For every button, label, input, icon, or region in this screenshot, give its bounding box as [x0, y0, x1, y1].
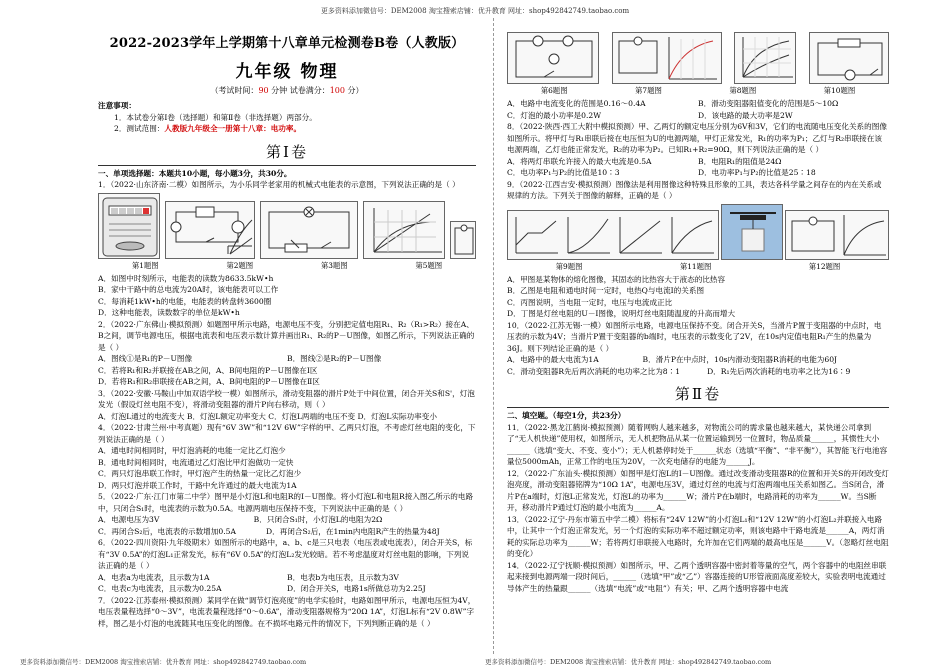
- section-2-heading: 二、填空题。（每空1分，共23分）: [507, 411, 626, 420]
- caption-q9: 第9题图: [555, 261, 583, 271]
- q10-options-ab: A．电路中的最大电流为1A B．滑片P在中点时，10s内滑动变阻器R消耗的电能为60J: [507, 355, 838, 364]
- q1-option-c: C．每消耗1kW•h的电能，电能表的转盘转3600圈: [98, 296, 272, 306]
- q3-options: A．灯泡L通过的电流变大 B．灯泡L额定功率变大 C．灯泡L两端的电压不变 D．灯泡L实际功率变小: [98, 411, 437, 421]
- q6-options-ab: A．电表a为电流表，且示数为1A B．电表b为电压表，且示数为3V: [98, 572, 399, 582]
- question-14: 14．（2022·辽宁抚顺·模拟预测）如图所示，甲、乙两个透明容器中密封着等量的空气，两个容器中的电阻丝串联起来接到电源两端一段时间后，______（选填“甲”或“乙”）容器连接的U形管液面高度差较大，实验表明电流通过导体产生的热量跟______（选填“电流”或“电阻”）有关；甲、乙两个透明容器中电流: [507, 560, 887, 593]
- graph-figure-7: [612, 32, 722, 84]
- q2-option-c: C．若将R₁和R₂并联接在AB之间，A、B间电阻的P－U图像在Ⅰ区: [98, 365, 318, 375]
- q9-option-d: D．丁图是灯丝电阻的U－I图像，说明灯丝电阻随温度的升高而增大: [507, 309, 736, 318]
- circuit-figure-10: [809, 32, 889, 84]
- question-6: 6．（2022·四川资阳·九年级期末）如图所示的电路中，a、b、c是三只电表（电压表或电流表），闭合开关S，标有“3V 0.5A”的灯泡L₁正常发光，标有“6V 0.5A”的灯泡L₂发光较暗。若不考虑温度对灯丝电阻的影响，下列说法正确的是（ ）: [98, 538, 473, 570]
- column-divider: [493, 18, 494, 654]
- graph-figure-8: [734, 32, 796, 84]
- figure-captions-1: [98, 261, 476, 271]
- paper-title: 2022-2023学年上学期第十八章单元检测卷B卷（人教版）: [109, 36, 465, 51]
- q1-option-b: B．家中干路中的总电流为20A时，该电能表可以工作: [98, 285, 279, 294]
- part-2-heading: 第Ⅱ卷: [674, 385, 722, 403]
- caption-q7: 第7题图: [635, 86, 662, 95]
- question-4: 4．（2022·甘肃兰州·中考真题）现有“6V 3W”和“12V 6W”字样的甲、乙两只灯泡，不考虑灯丝电阻的变化，下列说法正确的是（ ）: [98, 423, 476, 444]
- question-9: 9．（2022·江西吉安·模拟预测）图像法是利用图像这种特殊且形象的工具，表达各科学量之间存在的内在关系或规律的方法。下列关于图像的解释，正确的是（ ）: [507, 179, 882, 200]
- caption-q12: 第12题图: [808, 261, 841, 271]
- q4-option-d: D．两只灯泡并联工作时，干路中允许通过的最大电流为1A: [98, 480, 297, 490]
- q8-options-ab: A．将两灯串联允许接入的最大电流是0.5A B．电阻R₁的阻值是24Ω: [507, 156, 782, 166]
- drone-photo-figure-11: [721, 204, 783, 260]
- caption-q10: 第10题图: [823, 86, 856, 95]
- question-12: 12．（2022·广东汕头·模拟预测）如图甲是灯泡L的I－U图像。通过改变滑动变阻器R的位置和开关S的开闭改变灯泡亮度，滑动变阻器铭牌为“10Ω 1A”，电源电压3V，通过灯丝的电流与灯泡两端电压关系如图乙。当S闭合，滑片P在a端时，灯泡L正常发光，灯泡L的功率为______W；滑片P在b端时，电路消耗的功率为______W。当S断开，移动滑片P通过灯泡的最小电流为______A。: [507, 468, 889, 512]
- page-footer-right: 更多资料添加微信号：DEM2008 淘宝搜索店铺：优升教育 网址：shop492842749.taobao.com: [485, 658, 772, 666]
- circuit-graph-figure-12: [785, 210, 889, 260]
- left-column: [98, 18, 476, 654]
- question-3: 3．（2022·安徽·马鞍山中加双语学校一模）如图所示，滑动变阻器的滑片P处于中间位置，闭合开关S和S'，灯泡发光（假设灯丝电阻不变），将滑动变阻器的滑片P向右移动，则（ ）: [98, 388, 475, 409]
- caption-q8: 第8题图: [729, 86, 757, 95]
- question-5: 5．（2022·广东·江门市第二中学）图甲是小灯泡L和电阻R的I－U图像。将小灯泡L和电阻R接入图乙所示的电路中，只闭合S₁时，电流表的示数为0.5A。电源两端电压保持不变，下列说法中正确的是（ ）: [98, 492, 474, 513]
- figure-captions-3: [507, 262, 889, 272]
- q1-option-a: A．如图中时刻所示，电能表的读数为8633.5kW•h: [98, 273, 274, 283]
- q1-option-d: D．这种电能表，读数数字的单位是kW•h: [98, 308, 240, 317]
- question-8: 8．（2022·陕西·西工大附中模拟预测）甲、乙两灯的额定电压分别为6V和3V，它们的电流随电压变化关系的图像如图所示。将甲灯与R₁串联后接在电压恒为U的电源两端，甲灯正常发光，R₁的功率为P₁；乙灯与R₂串联接在该电源两端，乙灯也能正常发光，R₂的功率为P₂。已知R₁+R₂=90Ω，则下列说法正确的是（ ）: [507, 122, 887, 154]
- graphs-figure-9: [507, 210, 719, 260]
- note-1: 1．本试卷分第Ⅰ卷（选择题）和第Ⅱ卷（非选择题）两部分。: [114, 112, 317, 122]
- part-1-heading: 第Ⅰ卷: [266, 142, 308, 161]
- q8-options-cd: C．电功率P₁与P₂的比值是10∶3 D．电功率P₁与P₂的比值是25∶18: [507, 168, 816, 177]
- figure-row-2: [507, 32, 889, 84]
- q10-options-cd: C．滑动变阻器R先后两次消耗的电功率之比为8∶1 D．R₁先后两次消耗的电功率之比为16∶9: [507, 366, 851, 376]
- figure-row-3: [507, 204, 889, 260]
- right-column: [507, 18, 889, 654]
- caption-q1: 第1题图: [131, 260, 159, 270]
- q2-option-d: D．若将R₁和R₂串联接在AB之间，A、B间电阻的P－U图像在Ⅱ区: [98, 377, 320, 386]
- question-1: 1．（2022·山东济南·二模）如图所示，为小乐同学老家用的机械式电能表的示意图，下列说法正确的是（ ）: [98, 180, 460, 189]
- page-header: 更多资料添加微信号：DEM2008 淘宝搜索店铺：优升教育 网址：shop492842749.taobao.com: [320, 7, 630, 15]
- section-1-heading: 一、单项选择题：本题共10小题，每小题3分，共30分。: [98, 168, 292, 178]
- notes-title: 注意事项：: [98, 101, 136, 110]
- q6-options-cd: C．电表c为电流表，且示数为0.25A D．闭合开关S，电路1s所做总功为2.25J: [98, 584, 426, 593]
- subject-title: 九年级 物理: [235, 62, 339, 82]
- circuit-figure-5b: [450, 221, 476, 259]
- page-footer-left: 更多资料添加微信号：DEM2008 淘宝搜索店铺：优升教育 网址：shop492842749.taobao.com: [20, 658, 307, 666]
- caption-q6: 第6题图: [540, 86, 568, 95]
- q9-option-c: C．丙图说明，当电阻一定时，电压与电流成正比: [507, 297, 673, 307]
- circuit-figure-6: [507, 32, 599, 84]
- question-10: 10．（2022·江苏无锡·一模）如图所示电路，电源电压保持不变。闭合开关S，当滑片P置于变阻器的中点时，电压表的示数为4V；当滑片P置于变阻器的b端时，电压表的示数变化了2V，在10s内定值电阻R₁产生的热量为36J。则下列结论正确的是（ ）: [507, 320, 882, 353]
- q7-options-cd: C．灯泡的最小功率是0.2W D．该电路的最大功率是2W: [507, 110, 793, 120]
- graph-figure-5: [363, 201, 445, 259]
- question-11: 11．（2022·黑龙江鹤岗·模拟预测）随着网购人越来越多，对物流公司的需求量也越来越大，某快递公司拿到了“无人机快递”使用权，如图所示，无人机把物品从某一位置运输到另一位置时，物品质量______，其惯性大小______（选填“变大、不变、变小”）；无人机悬停时处于______状态（选填“平衡”、“非平衡”），其智能飞行电池容量位5000mAh，正常工作的电压为20V，一次充电储存的电能为______J。: [507, 422, 888, 466]
- caption-q5: 第5题图: [415, 260, 443, 270]
- question-7: 7．（2022·江苏泰州·模拟预测）某同学在做“调节灯泡亮度”的电学实验时，电路如图甲所示，电源电压恒为4V，电压表量程选择“0～3V”，电流表量程选择“0～0.6A”，滑动变阻器规格为“20Ω 1A”，灯泡L标有“2V 0.8W”字样，图乙是小灯泡的电流随其电压变化的图像。在不损坏电路元件的情况下，下列判断正确的是（ ）: [98, 595, 476, 628]
- rule-2: [507, 407, 889, 408]
- q2-options-ab: A．图线①是R₁的P－U图像 B．图线②是R₂的P－U图像: [98, 354, 382, 363]
- rule: [98, 165, 476, 166]
- q7-options-ab: A．电路中电流变化的范围是0.16～0.4A B．滑动变阻器阻值变化的范围是5～10Ω: [507, 99, 839, 108]
- q9-option-a: A．甲图是某物体的熔化图像，其固态的比热容大于液态的比热容: [507, 274, 726, 284]
- question-2: 2．（2022·广东佛山·模拟预测）如题图甲所示电路，电源电压不变，分别把定值电阻R₁、R₂（R₁>R₂）接在A、B之间，调节电源电压，根据电流表和电压表示数计算并画出R₁、R₂的P－U图像，如图乙所示，下列说法正确的是（ ）: [98, 319, 475, 352]
- q5-options-ab: A．电源电压为3V B．只闭合S₁时，小灯泡L的电阻为2Ω: [98, 515, 383, 524]
- exam-info: （考试时间：90 分钟 试卷满分：100 分）: [210, 86, 364, 95]
- note-2: 2．测试范围：人教版九年级全一册第十八章：电功率。: [114, 124, 302, 133]
- caption-q3: 第3题图: [320, 260, 348, 270]
- q4-option-a: A．通电时间相同时，甲灯泡消耗的电能一定比乙灯泡少: [98, 446, 286, 455]
- q9-option-b: B．乙图是电阻和通电时间一定时，电热Q与电流I的关系图: [507, 286, 705, 295]
- figure-captions-2: [507, 86, 889, 96]
- question-13: 13．（2022·辽宁·丹东市第五中学二模）将标有“24V 12W”的小灯泡L₁和“12V 12W”的小灯泡L₂并联接入电路中，让其中一个灯泡正常发光，另一个灯泡的实际功率不超过额定功率，则该电路中干路电流是______A，两灯消耗的实际总功率为______W；若将两灯串联接入电路时，允许加在它们两端的最高电压是______V。（忽略灯丝电阻的变化）: [507, 514, 889, 558]
- caption-q2: 第2题图: [226, 260, 254, 270]
- caption-q11: 第11题图: [679, 261, 712, 271]
- q5-options-cd: C．再闭合S₂后，电流表的示数增加0.5A D．再闭合S₂后，在1min内电阻R产生的热量为48J: [98, 526, 440, 536]
- circuit-figure-3: [260, 201, 358, 259]
- q4-option-b: B．通电时间相同时，电流通过乙灯泡比甲灯泡做功一定快: [98, 457, 294, 467]
- circuit-figure-2: [165, 201, 255, 259]
- figure-row-1: [98, 193, 476, 259]
- electric-meter-figure: [98, 193, 160, 259]
- q4-option-c: C．两只灯泡串联工作时，甲灯泡产生的热量一定比乙灯泡少: [98, 469, 302, 478]
